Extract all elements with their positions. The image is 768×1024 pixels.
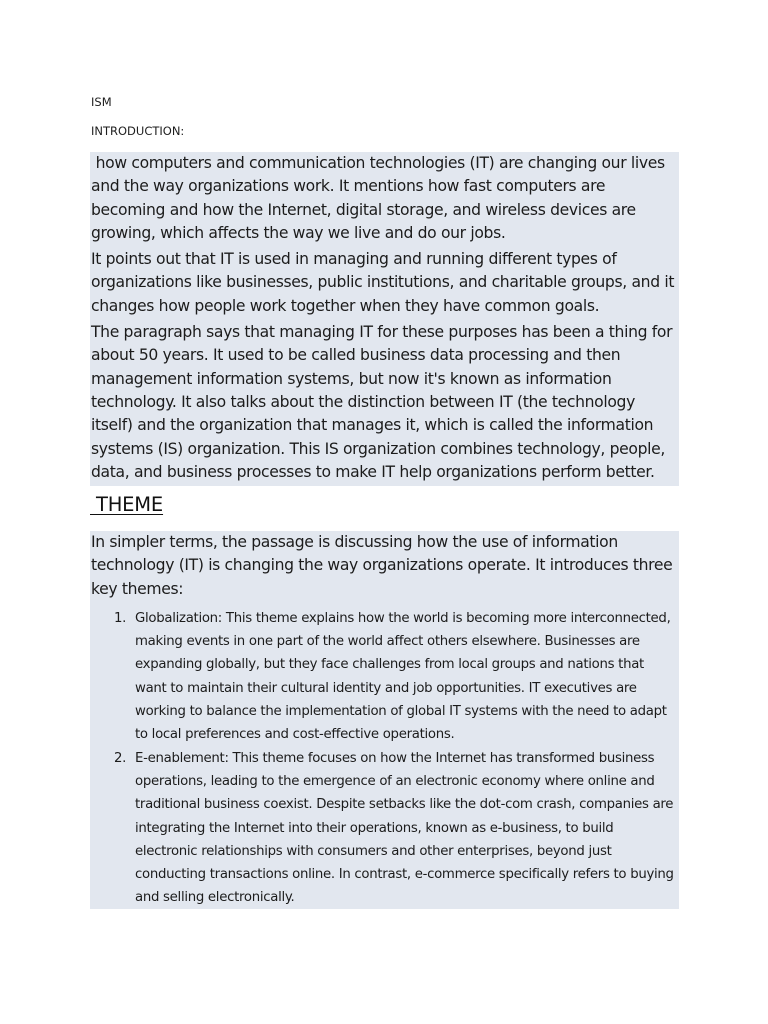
list-item-text: Globalization: This theme explains how the world is becoming more interconnected, making events in one part of the world affect others elsewhere. Businesses are expanding globally, but they face challenges from local groups and nations that want to maintain their cultural identity and job opportunities. IT executives are working to balance the implementation of global IT systems with the need to adapt to local preferences and cost-effective operations. bbox=[135, 610, 671, 743]
intro-paragraph-3: The paragraph says that managing IT for these purposes has been a thing for about 50 years. It used to be called business data processing and then management information systems, but now it's known as information technology. It also talks about the distinction between IT (the technology itself) and the organization that manages it, which is called the information systems (IS) organization. This IS organization combines technology, people, data, and business processes to make IT help organizations perform better. bbox=[91, 323, 673, 481]
theme-intro-paragraph: In simpler terms, the passage is discussing how the use of information technology (IT) is changing the way organizations operate. It introduces three key themes: bbox=[91, 533, 673, 598]
theme-heading bbox=[90, 492, 163, 518]
list-item-text: E-enablement: This theme focuses on how the Internet has transformed business operations, leading to the emergence of an electronic economy where online and traditional business coexist. Despite setbacks like the dot-com crash, companies are integrating the Internet into their operations, known as e-business, to build electronic relationships with consumers and other enterprises, beyond just conducting transactions online. In contrast, e-commerce specifically refers to buying and selling electronically. bbox=[135, 750, 674, 906]
list-item bbox=[90, 607, 679, 747]
list-item bbox=[90, 747, 679, 910]
theme-block bbox=[90, 531, 679, 909]
document-label: ISM bbox=[91, 95, 112, 109]
theme-list bbox=[90, 607, 679, 910]
theme-heading-text: THEME bbox=[96, 493, 164, 516]
introduction-block bbox=[90, 152, 679, 486]
list-item-number: 2. bbox=[114, 750, 127, 766]
intro-paragraph-2: It points out that IT is used in managing and running different types of organizations like businesses, public institutions, and charitable groups, and it changes how people work together when they have common goals. bbox=[91, 250, 675, 315]
introduction-label: INTRODUCTION: bbox=[91, 124, 185, 138]
list-item-number: 1. bbox=[114, 610, 127, 626]
intro-paragraph-1: how computers and communication technologies (IT) are changing our lives and the way organizations work. It mentions how fast computers are becoming and how the Internet, digital storage, and wireless devices are growing, which affects the way we live and do our jobs. bbox=[91, 154, 670, 242]
